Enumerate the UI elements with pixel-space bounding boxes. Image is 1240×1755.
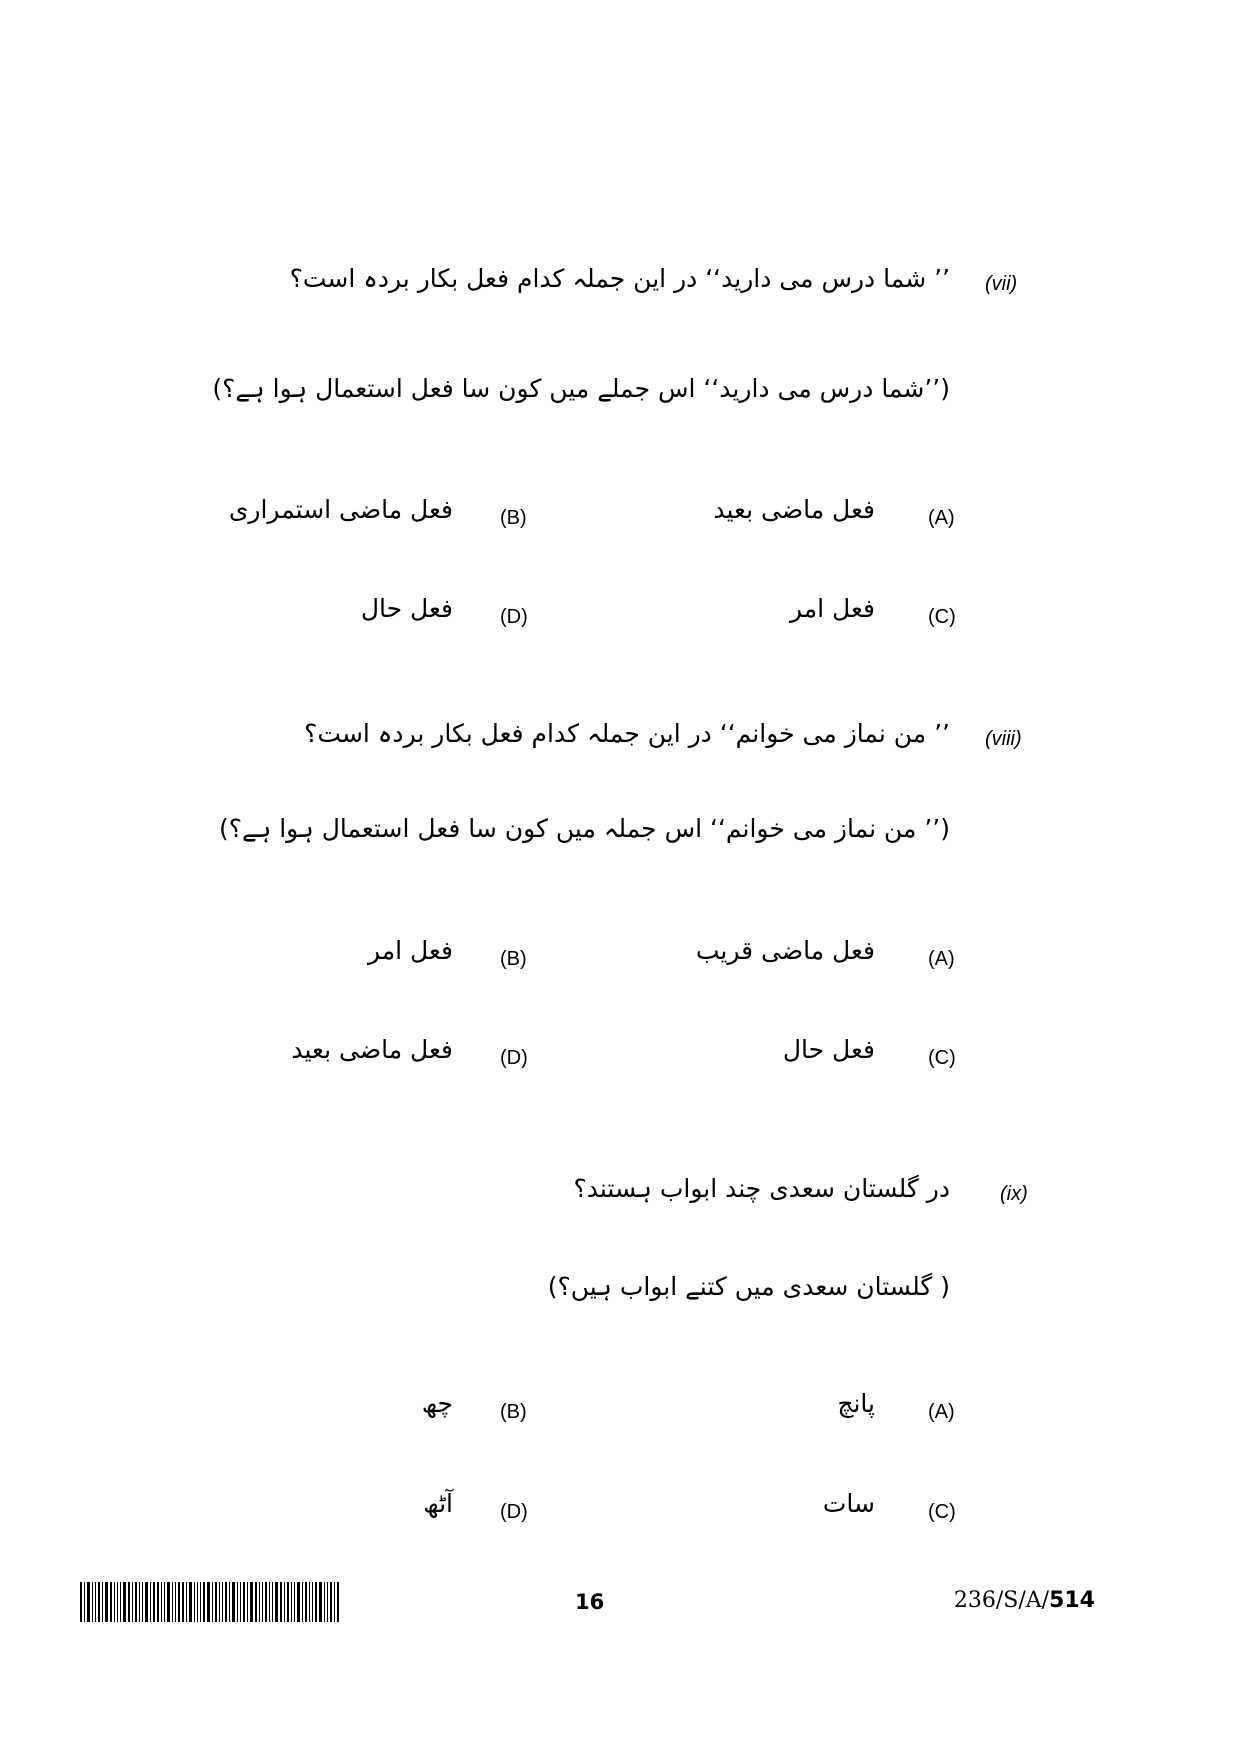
barcode-bar	[105, 1582, 108, 1622]
barcode-bar	[305, 1582, 307, 1622]
question-viii-option-d-label: (D)	[500, 1047, 528, 1069]
barcode-bar	[175, 1582, 176, 1622]
barcode-bar	[139, 1582, 140, 1622]
question-viii-option-b-label: (B)	[500, 948, 527, 970]
barcode-bar	[250, 1582, 253, 1622]
paper-code-suffix: 514	[1049, 1588, 1095, 1613]
question-vii-option-a-text: فعل ماضی بعید	[713, 495, 875, 524]
barcode-bar	[200, 1582, 201, 1622]
barcode-bar	[132, 1582, 133, 1622]
barcode-bar	[294, 1582, 295, 1622]
question-ix-option-a-text: پانچ	[837, 1389, 875, 1418]
barcode-bar	[172, 1582, 173, 1622]
barcode-bar	[309, 1582, 310, 1622]
question-vii-option-c-label: (C)	[928, 606, 956, 628]
barcode-bar	[337, 1582, 339, 1622]
barcode-bar	[275, 1582, 278, 1622]
question-viii-option-a-text: فعل ماضی قریب	[695, 936, 875, 965]
barcode-bar	[102, 1582, 103, 1622]
barcode-bar	[80, 1582, 82, 1622]
barcode-bar	[145, 1582, 148, 1622]
barcode-bar	[262, 1582, 263, 1622]
question-viii-persian: ’’ من نماز می خوانم‘‘ در این جملہ کدام فعل بکار بردہ است؟	[304, 719, 950, 748]
question-ix-option-d-label: (D)	[500, 1501, 528, 1523]
barcode-bar	[110, 1582, 112, 1622]
question-viii-option-b-text: فعل امر	[367, 936, 453, 965]
barcode-bar	[186, 1582, 187, 1622]
paper-code	[954, 1588, 1095, 1613]
barcode-bar	[117, 1582, 118, 1622]
question-ix-option-c-label: (C)	[928, 1501, 956, 1523]
barcode-bar	[161, 1582, 162, 1622]
question-viii-urdu: (’’ من نماز می خوانم‘‘ اس جملہ میں کون سا فعل استعمال ہوا ہے؟)	[218, 814, 950, 843]
barcode-bar	[291, 1582, 292, 1622]
question-viii-option-d-text: فعل ماضی بعید	[291, 1035, 453, 1064]
barcode-bar	[269, 1582, 270, 1622]
question-viii-option-c-text: فعل حال	[782, 1035, 875, 1064]
barcode-bar	[153, 1582, 155, 1622]
question-ix-option-b-label: (B)	[500, 1401, 527, 1423]
paper-code-prefix: 236/S/A/	[953, 1588, 1050, 1613]
question-ix-option-d-text: آٹھ	[423, 1489, 453, 1518]
barcode-bar	[212, 1582, 213, 1622]
barcode-bar	[232, 1582, 235, 1622]
barcode-bar	[219, 1582, 220, 1622]
question-vii-option-b-text: فعل ماضی استمراری	[228, 495, 453, 524]
barcode-bar	[255, 1582, 257, 1622]
question-ix-urdu: ( گلستان سعدی میں کتنے ابواب ہیں؟)	[547, 1272, 950, 1301]
question-ix-option-c-text: سات	[822, 1489, 875, 1518]
barcode-bar	[167, 1582, 170, 1622]
question-ix-option-b-text: چھ	[421, 1389, 453, 1418]
question-number-vii: (vii)	[985, 273, 1018, 295]
barcode-bar	[123, 1582, 126, 1622]
barcode-bar	[164, 1582, 165, 1622]
question-ix-persian: در گلستان سعدی چند ابواب ہستند؟	[573, 1174, 950, 1203]
barcode-bar	[280, 1582, 282, 1622]
barcode-bar	[120, 1582, 121, 1622]
barcode-bar	[95, 1582, 96, 1622]
barcode-bar	[135, 1582, 137, 1622]
question-ix-option-a-label: (A)	[928, 1401, 955, 1423]
barcode-bar	[225, 1582, 227, 1622]
barcode-bar	[84, 1582, 85, 1622]
question-vii-option-a-label: (A)	[928, 507, 955, 529]
barcode-bar	[272, 1582, 273, 1622]
barcode-bar	[287, 1582, 289, 1622]
question-vii-option-d-label: (D)	[500, 606, 528, 628]
barcode-bar	[114, 1582, 115, 1622]
question-viii-option-a-label: (A)	[928, 948, 955, 970]
barcode-bar	[215, 1582, 217, 1622]
page-number: 16	[575, 1590, 605, 1614]
question-vii-option-d-text: فعل حال	[360, 594, 453, 623]
barcode-bar	[284, 1582, 285, 1622]
barcode-bar	[327, 1582, 328, 1622]
barcode-bar	[315, 1582, 317, 1622]
barcode-bar	[312, 1582, 313, 1622]
barcode	[80, 1582, 445, 1622]
barcode-bar	[178, 1582, 180, 1622]
barcode-bar	[259, 1582, 260, 1622]
question-number-viii: (viii)	[985, 728, 1022, 750]
barcode-bar	[98, 1582, 100, 1622]
barcode-bar	[128, 1582, 130, 1622]
barcode-bar	[203, 1582, 205, 1622]
barcode-bar	[247, 1582, 248, 1622]
barcode-bar	[150, 1582, 151, 1622]
barcode-bar	[207, 1582, 210, 1622]
question-vii-option-c-text: فعل امر	[789, 594, 875, 623]
barcode-bar	[240, 1582, 241, 1622]
barcode-bar	[197, 1582, 198, 1622]
barcode-bar	[334, 1582, 335, 1622]
question-vii-urdu: (’’شما درس می دارید‘‘ اس جملے میں کون سا فعل استعمال ہوا ہے؟)	[212, 374, 950, 403]
barcode-bar	[182, 1582, 184, 1622]
question-viii-option-c-label: (C)	[928, 1047, 956, 1069]
barcode-bar	[302, 1582, 303, 1622]
barcode-bar	[87, 1582, 90, 1622]
barcode-bar	[157, 1582, 159, 1622]
question-vii-option-b-label: (B)	[500, 507, 527, 529]
barcode-bar	[194, 1582, 195, 1622]
barcode-bar	[265, 1582, 267, 1622]
barcode-bar	[319, 1582, 322, 1622]
barcode-bar	[237, 1582, 238, 1622]
barcode-bar	[189, 1582, 192, 1622]
barcode-bar	[222, 1582, 223, 1622]
barcode-bar	[92, 1582, 93, 1622]
question-number-ix: (ix)	[1000, 1183, 1028, 1205]
barcode-bar	[243, 1582, 245, 1622]
barcode-bar	[297, 1582, 300, 1622]
barcode-bar	[142, 1582, 143, 1622]
question-vii-persian: ’’ شما درس می دارید‘‘ در این جملہ کدام فعل بکار بردہ است؟	[289, 264, 950, 293]
barcode-bar	[229, 1582, 230, 1622]
barcode-bar	[330, 1582, 332, 1622]
barcode-bar	[324, 1582, 325, 1622]
